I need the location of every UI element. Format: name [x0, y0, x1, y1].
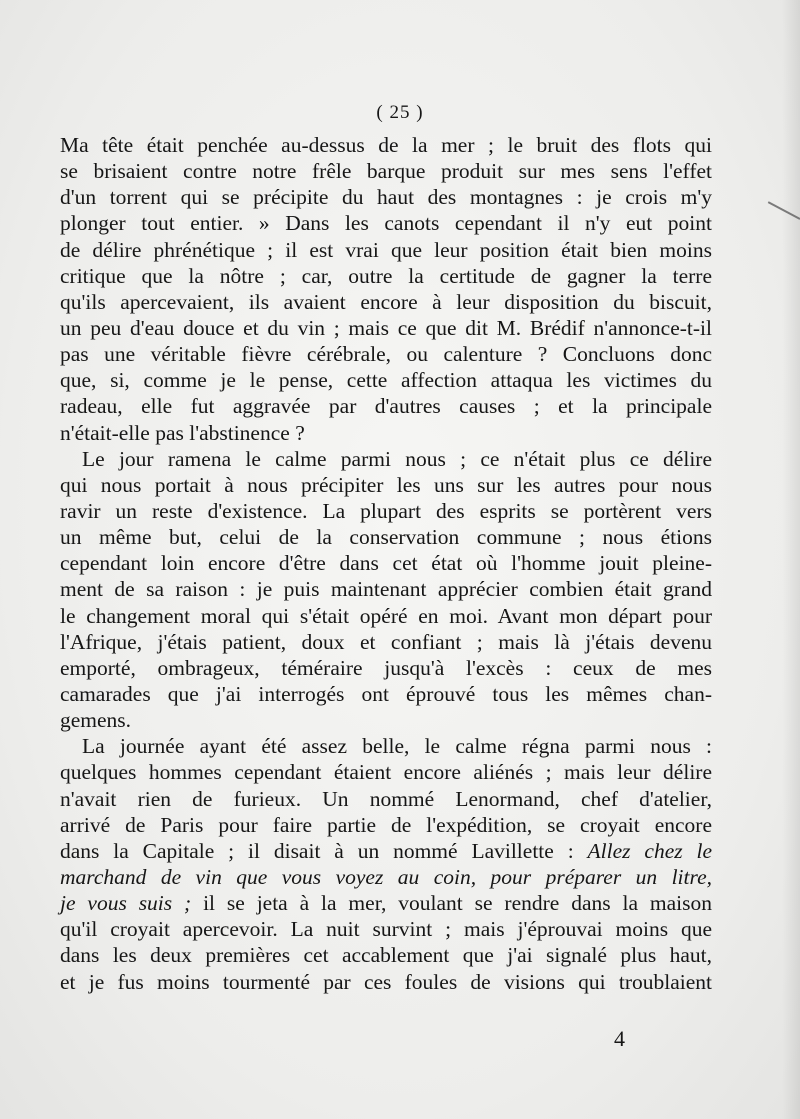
- text-line: Le jour ramena le calme parmi nous ; ce n'était plus ce délire: [82, 446, 712, 471]
- text-line: [60, 890, 712, 916]
- text-line: dans les deux premières cet accablement que j'ai signalé plus haut,: [60, 943, 712, 968]
- text-line: plonger tout entier. » Dans les canots cependant il n'y eut point: [60, 211, 712, 236]
- text-line: cependant loin encore d'être dans cet état où l'homme jouit pleine-: [60, 551, 712, 576]
- body-text: [60, 132, 712, 995]
- text-line: l'Afrique, j'étais patient, doux et confiant ; mais là j'étais devenu: [60, 629, 712, 654]
- text-line: Ma tête était penchée au-dessus de la mer ; le bruit des flots qui: [60, 133, 712, 157]
- text-line: et je fus moins tourmenté par ces foules de visions qui troublaient: [60, 969, 712, 994]
- text-line: se brisaient contre notre frêle barque produit sur mes sens l'effet: [60, 159, 712, 184]
- page-number: ( 25 ): [376, 102, 424, 123]
- text-line: de délire phrénétique ; il est vrai que leur position était bien moins: [60, 237, 712, 262]
- signature-mark: 4: [614, 1026, 625, 1051]
- text-line: [60, 838, 712, 864]
- text-line: un même but, celui de la conservation commune ; nous étions: [60, 525, 712, 550]
- text-line: d'un torrent qui se précipite du haut des montagnes : je crois m'y: [60, 185, 712, 210]
- text-run: il se jeta à la mer, voulant se rendre dans la maison: [191, 891, 712, 916]
- text-line: emporté, ombrageux, téméraire jusqu'à l'excès : ceux de mes: [60, 655, 712, 680]
- text-line: arrivé de Paris pour faire partie de l'expédition, se croyait encore: [60, 812, 712, 837]
- italic-quote: je vous suis ;: [60, 891, 192, 916]
- text-line: que, si, comme je le pense, cette affection attaqua les victimes du: [60, 368, 712, 393]
- italic-quote: Allez chez le: [587, 838, 712, 863]
- text-line: La journée ayant été assez belle, le calme régna parmi nous :: [82, 734, 712, 759]
- italic-quote: marchand de vin que vous voyez au coin, pour préparer un litre,: [60, 864, 712, 889]
- text-line: qu'il croyait apercevoir. La nuit survint ; mais j'éprouvai moins que: [60, 917, 712, 942]
- text-line: pas une véritable fièvre cérébrale, ou calenture ? Concluons donc: [60, 342, 712, 367]
- text-line: ment de sa raison : je puis maintenant apprécier combien était grand: [60, 577, 712, 602]
- text-line: le changement moral qui s'était opéré en moi. Avant mon départ pour: [60, 603, 712, 628]
- text-line: quelques hommes cependant étaient encore aliénés ; mais leur délire: [60, 760, 712, 785]
- text-line: gemens.: [60, 708, 132, 733]
- page-edge-shadow: [782, 0, 800, 1119]
- text-line: ravir un reste d'existence. La plupart des esprits se portèrent vers: [60, 498, 712, 523]
- text-line: critique que la nôtre ; car, outre la certitude de gagner la terre: [60, 263, 712, 288]
- text-line: n'avait rien de furieux. Un nommé Lenormand, chef d'atelier,: [60, 786, 712, 811]
- text-line: camarades que j'ai interrogés ont éprouvé tous les mêmes chan-: [60, 681, 712, 706]
- text-line: n'était-elle pas l'abstinence ?: [60, 420, 305, 445]
- text-line: qu'ils apercevaient, ils avaient encore à leur disposition du biscuit,: [60, 289, 712, 314]
- text-run: dans la Capitale ; il disait à un nommé Lavillette :: [60, 838, 588, 863]
- text-line: qui nous portait à nous précipiter les uns sur les autres pour nous: [60, 472, 712, 497]
- text-line: radeau, elle fut aggravée par d'autres causes ; et la principale: [60, 394, 712, 419]
- text-line: un peu d'eau douce et du vin ; mais ce que dit M. Brédif n'annonce-t-il: [60, 315, 712, 340]
